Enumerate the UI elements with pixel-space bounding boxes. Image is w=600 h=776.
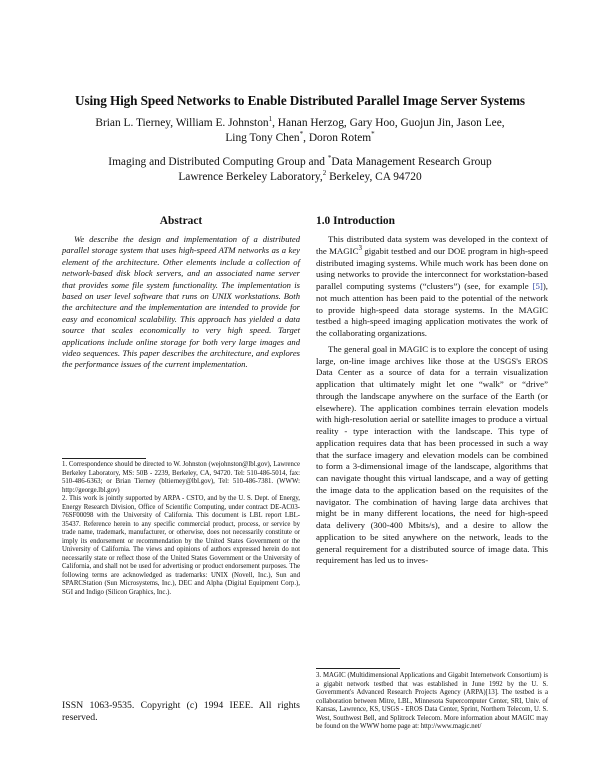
footnotes-right <box>316 672 548 732</box>
footnote-2: 2. This work is jointly supported by ARPA - CSTO, and by the U. S. Dept. of Energy, Energy Research Division, Office of Scientific Computing, under contract DE-AC03-76SF00098 with the University of California. This document is LBL report LBL-35437. Reference herein to any specific commercial product, process, or service by trade name, trademark, manufacturer, or otherwise, does not necessarily constitute or imply its endorsement or recommendation by the United States Government or the University of California. The views and opinions of authors expressed herein do not necessarily state or reflect those of the United States Government or the University of California, and shall not be used for advertising or product endorsement purposes. The following terms are acknowledged as trademarks: UNIX (Novell, Inc.), Sun and SPARCStation (Sun Microsystems, Inc.), DEC and Alpha (Digital Equipment Corp.), SGI and Indigo (Silicon Graphics, Inc.). <box>62 495 300 596</box>
affil-line2-b: Berkeley, CA 94720 <box>326 171 422 183</box>
footnote-marker-3: 3 <box>358 243 362 252</box>
introduction-heading: 1.0 Introduction <box>316 215 395 227</box>
abstract-text: We describe the design and implementation of a distributed parallel storage system that uses high-speed ATM networks as a key element of the architecture. Other elements include a collection of network-based disk block servers, and an associated name server that provides some file system functionality. The implementation is based on user level software that runs on UNIX workstations. Both the architecture and the implementation are intended to provide for easy and economical scalability. This approach has yielded a data source that scales economically to very high speed. Target applications include online storage for both very large images and video sequences. This paper describes the architecture, and explores the performance issues of the current implementation. <box>62 234 300 370</box>
affil-line1-b: Data Management Research Group <box>331 156 492 168</box>
intro-p1-part-a: This distributed data system was developed in the context of the MAGIC <box>316 234 548 256</box>
footnote-marker-1: 1 <box>268 115 273 124</box>
footnote-3: 3. MAGIC (Multidimensional Applications and Gigabit Internetwork Consortium) is a gigabit network testbed that was established in June 1992 by the U. S. Government's Advanced Research Projects Agency (ARPA)[13]. The testbed is a collaboration between Mitre, LBL, Minnesota Supercomputer Center, SRI, Univ. of Kansas, Lawrence, KS, USGS - EROS Data Center, Sprint, Northern Telecom, U. S. West, Southwest Bell, and Splitrock Telecom. More information about MAGIC may be found on the WWW home page at: http://www.magic.net/ <box>316 672 548 730</box>
left-column <box>62 214 300 371</box>
citation-link-5[interactable]: [5] <box>532 281 543 291</box>
footnote-divider-left <box>62 458 146 459</box>
right-column <box>316 214 548 567</box>
intro-paragraph-1 <box>316 234 548 340</box>
affil-marker-star-2: * <box>371 130 375 139</box>
affiliation <box>80 155 520 185</box>
intro-p1-part-b: gigabit testbed and our DOE program in high-speed distributed imaging systems. While much work has been done on using networks to provide the interconnect for workstation-based parallel computing systems (“clusters”) (see, for example <box>316 245 548 291</box>
author-list <box>90 116 510 146</box>
affil-star-marker: * <box>327 154 332 163</box>
affil-line1-a: Imaging and Distributed Computing Group and <box>108 156 328 168</box>
copyright-notice: ISSN 1063-9535. Copyright (c) 1994 IEEE. All rights reserved. <box>62 700 300 724</box>
paper-title: Using High Speed Networks to Enable Distributed Parallel Image Server Systems <box>75 93 525 108</box>
footnote-1: 1. Correspondence should be directed to W. Johnston (wejohnston@lbl.gov), Lawrence Berkeley Laboratory, MS: 50B - 2239, Berkeley, CA, 94720. Tel: 510-486-5014, fax: 510-486-6363; or Brian Tierney (bltierney@lbl.gov), Tel: 510-486-7381. (WWW: http://george.lbl.gov) <box>62 461 300 494</box>
authors-line1-b: , Hanan Herzog, Gary Hoo, Guojun Jin, Jason Lee, <box>272 117 505 129</box>
authors-line2-b: , Doron Rotem <box>303 132 372 144</box>
footnote-marker-2: 2 <box>322 169 327 178</box>
affil-line2-a: Lawrence Berkeley Laboratory, <box>178 171 323 183</box>
affil-marker-star-1: * <box>299 130 304 139</box>
intro-p1-part-c: ), not much attention has been paid to the potential of the network to provide high-speed data storage systems. In the MAGIC testbed a high-speed imaging application motivates the work of the collaborating organizations. <box>316 281 548 338</box>
footnotes-left <box>62 461 300 597</box>
authors-line2-a: Ling Tony Chen <box>225 132 300 144</box>
authors-line1-a: Brian L. Tierney, William E. Johnston <box>95 117 269 129</box>
footnote-divider-right <box>316 668 400 669</box>
intro-paragraph-2: The general goal in MAGIC is to explore the concept of using large, on-line image archives like those at the USGS's EROS Data Center as a source of data for a terrain visualization application that ultimately might let one “walk” or “drive” through the landscape anywhere on the surface of the Earth (or elsewhere). The application combines terrain elevation models with high-resolution aerial or satellite images to produce a virtual reality - type interaction with the landscape. This type of application requires data that has been processed in such a way that the surface imagery and elevation models can be combined to form a 3-dimensional image of the landscape, algorithms that can navigate thought this virtual landscape, and a way of getting the image data to the application based on the requisites of the navigator. The combination of having large data archives that might be in many different locations, the need for high-speed data delivery (300-400 Mbits/s), and a desire to allow the application to be sited anywhere on the network, leads to the general requirement for a distributed source of image data. This requirement has led us to inves- <box>316 343 548 566</box>
abstract-heading: Abstract <box>159 215 203 227</box>
